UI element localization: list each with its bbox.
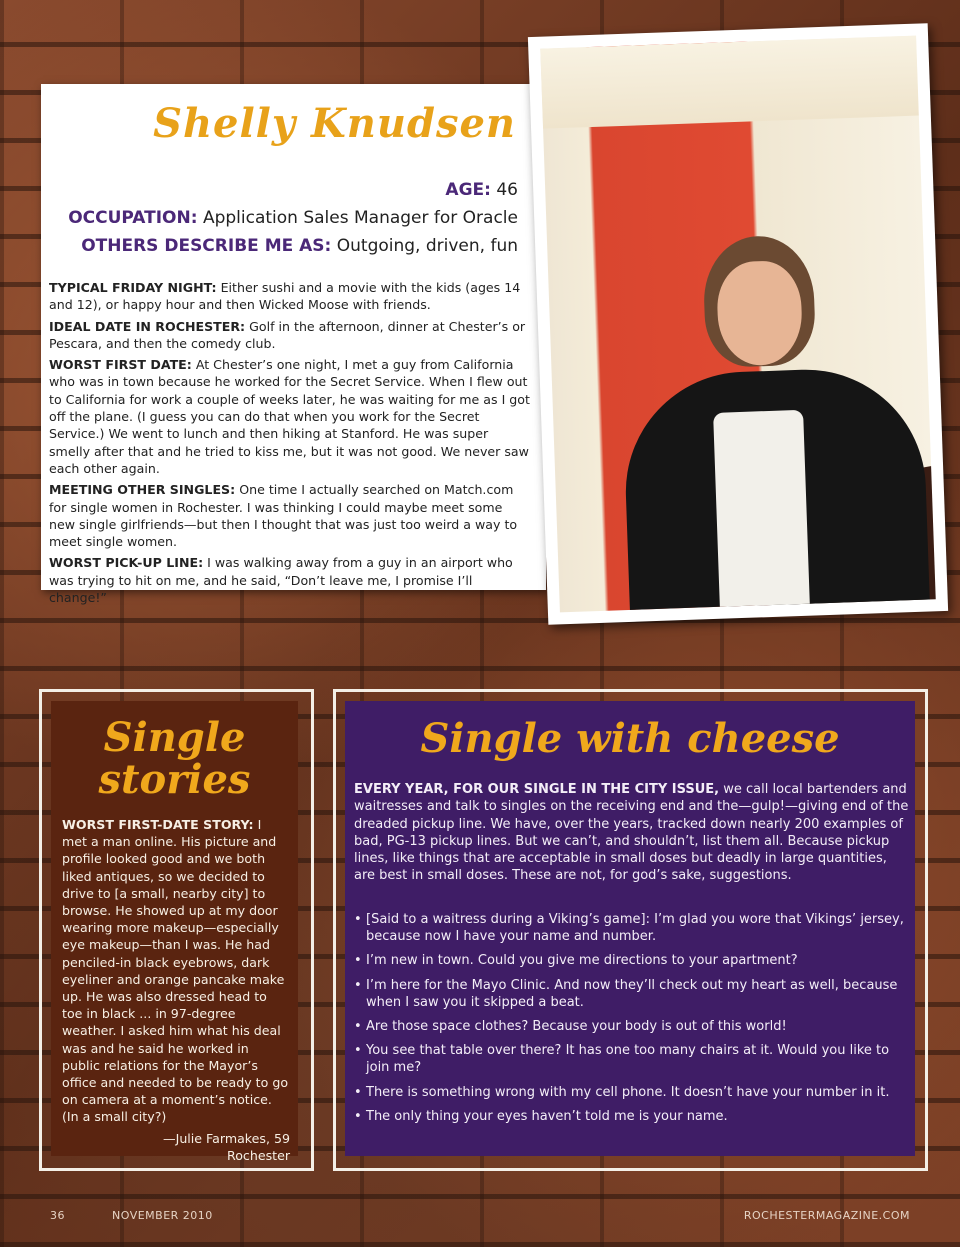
- bullet-icon: •: [354, 977, 362, 993]
- cheese-intro: [354, 781, 909, 885]
- occupation-label: OCCUPATION:: [68, 208, 198, 228]
- stories-signature: [62, 1130, 290, 1164]
- stories-label: WORST FIRST-DATE STORY:: [62, 817, 254, 832]
- pickup-line: [Said to a waitress during a Viking’s game]: I’m glad you wore that Vikings’ jersey, because now I have your name and number.: [366, 912, 904, 945]
- occupation-line: [68, 204, 518, 232]
- cheese-intro-text: we call local bartenders and waitresses and talk to singles on the receiving end and the—gulp!—giving end of the dreaded pickup line. We have, over the years, tracked down nearly 200 examples of bad, PG-13 pickup lines. But we can’t, and shouldn’t, list them all. Because pickup lines, like things that are acceptable in small doses but deadly in large quantities, are best in small doses. These are not, for god’s sake, suggestions.: [354, 782, 909, 884]
- page-footer: [0, 1209, 960, 1225]
- pickup-line: Are those space clothes? Because your body is out of this world!: [366, 1019, 787, 1035]
- signature-name: —Julie Farmakes, 59: [163, 1130, 290, 1146]
- photo-person-shirt: [713, 410, 810, 613]
- single-with-cheese-panel: [345, 701, 915, 1156]
- occupation-value: Application Sales Manager for Oracle: [202, 208, 518, 228]
- profile-facts: [68, 176, 518, 260]
- describe-line: [68, 232, 518, 260]
- single-stories-panel: [51, 701, 298, 1163]
- bio-text: I was walking away from a guy in an airport who was trying to hit on me, and he said, “Don’t leave me, I promise I’ll change!”: [49, 555, 513, 606]
- cheese-title: Single with cheese: [420, 715, 840, 762]
- bio-label: MEETING OTHER SINGLES:: [49, 482, 236, 498]
- list-item: [354, 1108, 909, 1125]
- issue-date: NOVEMBER 2010: [112, 1209, 213, 1222]
- pickup-line: You see that table over there? It has one too many chairs at it. Would you like to join me?: [366, 1043, 890, 1076]
- bio-text: At Chester’s one night, I met a guy from California who was in town because he worked for the Secret Service. When I flew out to California for work a couple of weeks later, he was waiting for me as I got off the plane. (I guess you can do that when you work for the Secret Service.) We went to lunch and then hiking at Stanford. He was super smelly after that and he tried to kiss me, but it was not good. We never saw each other again.: [49, 357, 530, 476]
- site-url: ROCHESTERMAGAZINE.COM: [743, 1209, 910, 1222]
- bullet-icon: •: [354, 1043, 362, 1059]
- age-line: [68, 176, 518, 204]
- portrait-photo-frame: [528, 23, 948, 625]
- profile-bio: [49, 279, 531, 610]
- stories-body: [62, 816, 290, 1164]
- pickup-line: I’m new in town. Could you give me directions to your apartment?: [366, 953, 798, 969]
- bullet-icon: •: [354, 1084, 362, 1100]
- stories-text: I met a man online. His picture and profile looked good and we both liked antiques, so we decided to drive to [a small, nearby city] to browse. He showed up at my door wearing more makeup—especially eye makeup—than I was. He had penciled-in black eyebrows, dark eyeliner and orange pancake make up. He was also dressed head to toe in black ... in 97-degree weather. I asked him what his deal was and he said he worked in public relations for the Mayor’s office and needed to be ready to go on camera at a moment’s notice. (In a small city?): [62, 817, 289, 1125]
- bio-paragraph: [49, 481, 531, 550]
- describe-label: OTHERS DESCRIBE ME AS:: [81, 236, 332, 256]
- bio-label: WORST FIRST DATE:: [49, 357, 192, 373]
- bullet-icon: •: [354, 1108, 362, 1124]
- profile-name: Shelly Knudsen: [153, 100, 516, 147]
- bio-label: TYPICAL FRIDAY NIGHT:: [49, 280, 217, 295]
- bio-label: IDEAL DATE IN ROCHESTER:: [49, 318, 246, 334]
- stories-title: Single stories: [98, 714, 251, 803]
- bio-text: One time I actually searched on Match.com for single women in Rochester. I was thinking I could maybe meet some new single girlfriends—but then I thought that was just too weird a way to meet single women.: [49, 482, 518, 550]
- bullet-icon: •: [354, 1019, 362, 1035]
- list-item: [354, 1084, 909, 1101]
- bio-text: Either sushi and a movie with the kids (ages 14 and 12), or happy hour and then Wicked Moose with friends.: [49, 280, 521, 313]
- bullet-icon: •: [354, 953, 362, 969]
- age-label: AGE:: [445, 180, 491, 200]
- signature-city: Rochester: [227, 1147, 290, 1163]
- portrait-photo: [540, 36, 935, 613]
- describe-value: Outgoing, driven, fun: [336, 236, 518, 256]
- bio-text: Golf in the afternoon, dinner at Chester’s or Pescara, and then the comedy club.: [49, 318, 526, 351]
- pickup-lines-list: [354, 911, 909, 1132]
- pickup-line: There is something wrong with my cell phone. It doesn’t have your number in it.: [366, 1084, 890, 1100]
- list-item: [354, 952, 909, 969]
- list-item: [354, 977, 909, 1011]
- list-item: [354, 1042, 909, 1076]
- pickup-line: I’m here for the Mayo Clinic. And now they’ll check out my heart as well, because when I saw you it skipped a beat.: [366, 977, 898, 1010]
- list-item: [354, 911, 909, 945]
- age-value: 46: [496, 180, 518, 200]
- bio-paragraph: [49, 279, 531, 314]
- bio-paragraph: [49, 554, 531, 606]
- profile-card: [41, 84, 546, 606]
- photo-wall: [540, 36, 919, 129]
- bullet-icon: •: [354, 912, 362, 927]
- bio-label: WORST PICK-UP LINE:: [49, 555, 204, 571]
- list-item: [354, 1018, 909, 1035]
- bio-paragraph: [49, 318, 531, 353]
- page-number: 36: [50, 1209, 65, 1222]
- cheese-intro-lead: EVERY YEAR, FOR OUR SINGLE IN THE CITY ISSUE,: [354, 782, 720, 797]
- bio-paragraph: [49, 356, 531, 477]
- pickup-line: The only thing your eyes haven’t told me is your name.: [366, 1108, 728, 1124]
